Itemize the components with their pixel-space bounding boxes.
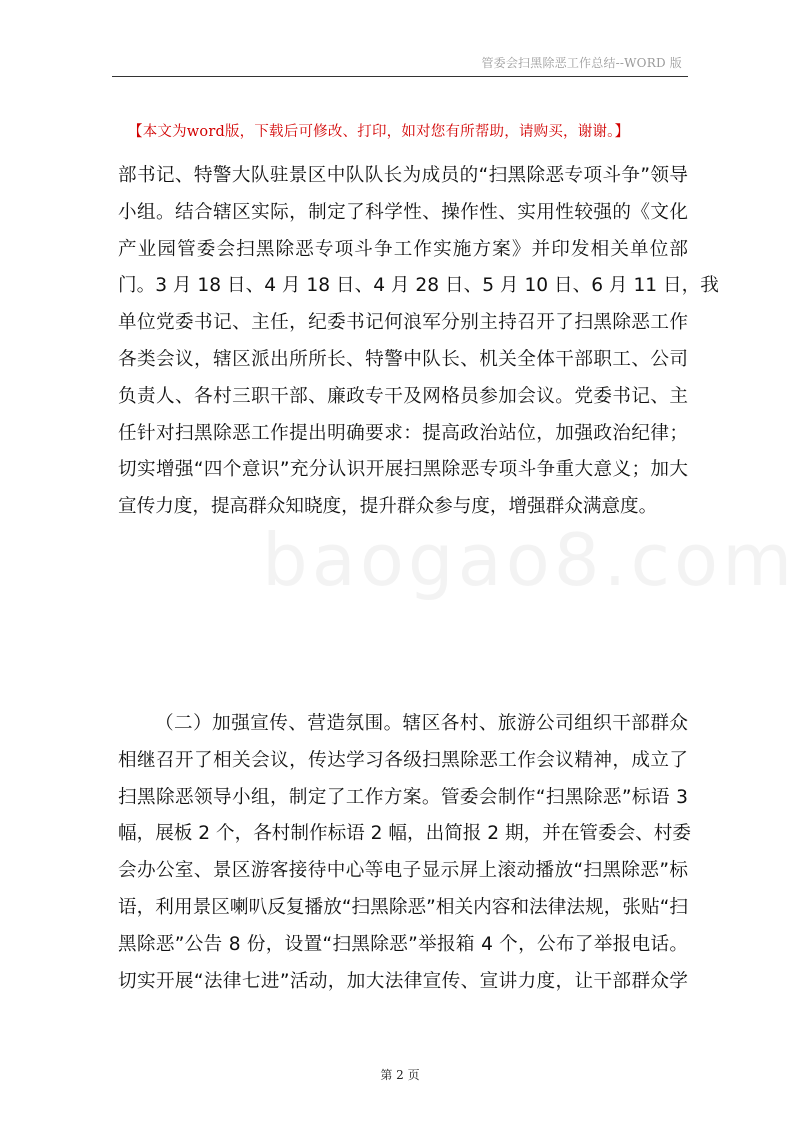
paragraph-1 bbox=[118, 158, 719, 526]
paragraph-line: 切实开展“法律七进”活动，加大法律宣传、宣讲力度，让干部群众学 bbox=[118, 970, 688, 992]
paragraph-line: 语，利用景区喇叭反复播放“扫黑除恶”相关内容和法律法规，张贴“扫 bbox=[118, 896, 688, 918]
paragraph-line: 小组。结合辖区实际，制定了科学性、操作性、实用性较强的《文化 bbox=[118, 201, 688, 223]
paragraph-line: 宣传力度，提高群众知晓度，提升群众参与度，增强群众满意度。 bbox=[118, 496, 658, 518]
watermark bbox=[262, 518, 796, 602]
document-header-title: 管委会扫黑除恶工作总结--WORD 版 bbox=[481, 56, 682, 70]
paragraph-line: 各类会议，辖区派出所所长、特警中队长、机关全体干部职工、公司 bbox=[118, 348, 688, 370]
paragraph-line: 黑除恶”公告 8 份，设置“扫黑除恶”举报箱 4 个，公布了举报电话。 bbox=[118, 933, 688, 955]
paragraph-line: 相继召开了相关会议，传达学习各级扫黑除恶工作会议精神，成立了 bbox=[118, 749, 688, 771]
paragraph-line: 部书记、特警大队驻景区中队队长为成员的“扫黑除恶专项斗争”领导 bbox=[118, 165, 688, 186]
header-divider bbox=[112, 76, 688, 77]
paragraph-line: 扫黑除恶领导小组，制定了工作方案。管委会制作“扫黑除恶”标语 3 bbox=[118, 786, 688, 808]
download-notice: 【本文为word版，下载后可修改、打印，如对您有所帮助，请购买，谢谢。】 bbox=[128, 124, 630, 140]
paragraph-line: 任针对扫黑除恶工作提出明确要求：提高政治站位，加强政治纪律； bbox=[118, 422, 688, 444]
paragraph-line: 单位党委书记、主任，纪委书记何浪军分别主持召开了扫黑除恶工作 bbox=[118, 312, 688, 334]
paragraph-line: 切实增强“四个意识”充分认识开展扫黑除恶专项斗争重大意义；加大 bbox=[118, 459, 688, 481]
paragraph-line: 门。3 月 18 日、4 月 18 日、4 月 28 日、5 月 10 日、6 月 11 日，我 bbox=[118, 275, 719, 297]
paragraph-line: 产业园管委会扫黑除恶专项斗争工作实施方案》并印发相关单位部 bbox=[118, 238, 688, 260]
paragraph-line: （二）加强宣传、营造氛围。辖区各村、旅游公司组织干部群众 bbox=[155, 713, 688, 734]
paragraph-2 bbox=[118, 706, 691, 1000]
paragraph-line: 负责人、各村三职干部、廉政专干及网格员参加会议。党委书记、主 bbox=[118, 385, 688, 407]
page-number: 第 2 页 bbox=[380, 1068, 420, 1082]
paragraph-line: 会办公室、景区游客接待中心等电子显示屏上滚动播放“扫黑除恶”标 bbox=[118, 860, 688, 882]
paragraph-line: 幅，展板 2 个，各村制作标语 2 幅，出简报 2 期，并在管委会、村委 bbox=[118, 823, 691, 845]
